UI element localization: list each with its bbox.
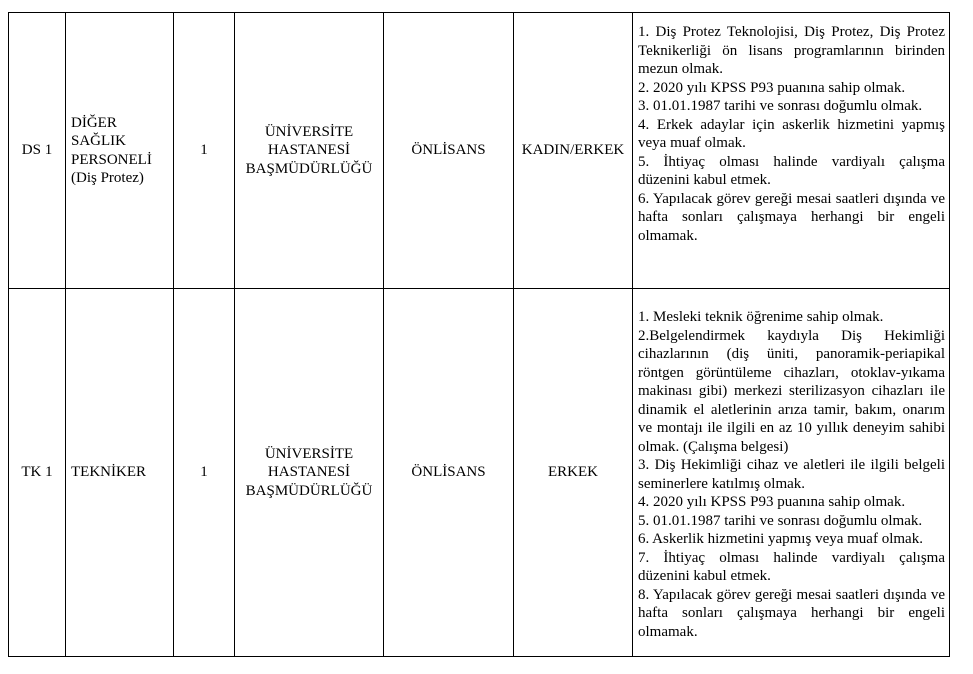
- position-title-line: TEKNİKER: [71, 464, 146, 481]
- requirement-item: 8. Yapılacak görev gereği mesai saatleri dışında ve hafta sonları çalışmaya herhangi bir engeli olmamak.: [638, 586, 945, 640]
- requirements: [633, 289, 950, 657]
- requirement-item: 3. 01.01.1987 tarihi ve sonrası doğumlu olmak.: [638, 98, 923, 114]
- position-count: 1: [174, 289, 235, 657]
- position-unit-line: BAŞMÜDÜRLÜĞÜ: [245, 160, 373, 177]
- position-unit-line: ÜNİVERSİTE: [264, 123, 354, 140]
- position-title-line: DİĞER: [71, 114, 117, 131]
- requirement-item: 2.Belgelendirmek kaydıyla Diş Hekimliği cihazlarının (diş üniti, panoramik-periapikal röntgen görüntüleme cihazları, otoklav-yıkama makinası gibi) merkezi sterilizasyon cihazları ile dinamik el aletlerinin arıza tamir, bakım, onarım ve montajı ile ilgili en az 10 yıllık deneyim sahibi olmak. (Çalışma belgesi): [638, 327, 945, 455]
- requirement-item: 4. 2020 yılı KPSS P93 puanına sahip olmak.: [638, 494, 906, 510]
- requirement-item: 5. İhtiyaç olması halinde vardiyalı çalışma düzenini kabul etmek.: [638, 153, 945, 188]
- position-count: 1: [174, 13, 235, 289]
- job-positions-table: [8, 12, 950, 657]
- requirement-item: 7. İhtiyaç olması halinde vardiyalı çalışma düzenini kabul etmek.: [638, 549, 945, 584]
- requirement-item: 5. 01.01.1987 tarihi ve sonrası doğumlu olmak.: [638, 512, 923, 529]
- requirement-item: 1. Mesleki teknik öğrenime sahip olmak.: [638, 309, 884, 325]
- requirement-item: 4. Erkek adaylar için askerlik hizmetini yapmış veya muaf olmak.: [638, 116, 945, 151]
- table-row: [9, 13, 950, 289]
- gender: KADIN/ERKEK: [514, 13, 633, 289]
- position-code: TK 1: [9, 289, 66, 657]
- position-unit-line: HASTANESİ: [267, 464, 351, 481]
- position-unit: [235, 289, 384, 657]
- education-level: ÖNLİSANS: [384, 289, 514, 657]
- position-unit-line: ÜNİVERSİTE: [264, 445, 354, 462]
- position-title-line: (Diş Protez): [71, 170, 144, 186]
- education-level: ÖNLİSANS: [384, 13, 514, 289]
- requirements: [633, 13, 950, 289]
- table-row: [9, 289, 950, 657]
- requirement-item: 6. Askerlik hizmetini yapmış veya muaf olmak.: [638, 531, 923, 547]
- position-unit-line: BAŞMÜDÜRLÜĞÜ: [245, 482, 373, 499]
- requirement-item: 3. Diş Hekimliği cihaz ve aletleri ile ilgili belgeli seminerlere katılmış olmak.: [638, 457, 945, 492]
- position-title: [66, 289, 174, 657]
- requirement-item: 2. 2020 yılı KPSS P93 puanına sahip olmak.: [638, 79, 906, 96]
- position-code: DS 1: [9, 13, 66, 289]
- position-title: [66, 13, 174, 289]
- requirement-item: 1. Diş Protez Teknolojisi, Diş Protez, Diş Protez Teknikerliği ön lisans programlarının birinden mezun olmak.: [638, 24, 945, 77]
- position-unit-line: HASTANESİ: [267, 142, 351, 159]
- position-title-line: PERSONELİ: [71, 151, 152, 168]
- gender: ERKEK: [514, 289, 633, 657]
- position-title-line: SAĞLIK: [71, 133, 126, 149]
- requirement-item: 6. Yapılacak görev gereği mesai saatleri dışında ve hafta sonları çalışmaya herhangi bir engeli olmamak.: [638, 190, 945, 244]
- position-unit: [235, 13, 384, 289]
